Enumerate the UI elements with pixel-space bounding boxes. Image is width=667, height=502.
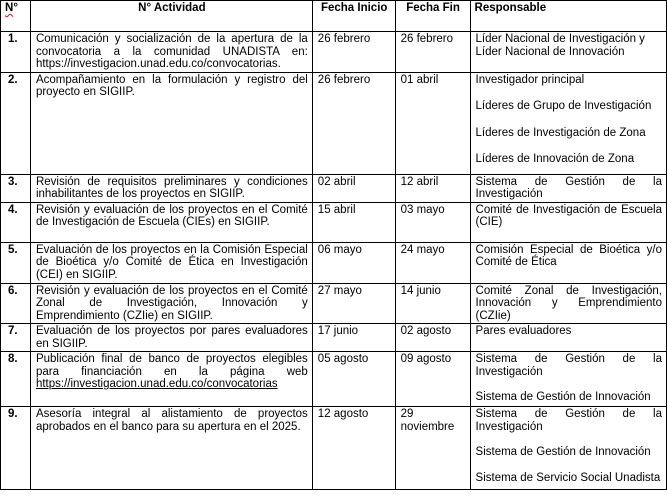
row-start-date: 17 junio — [312, 324, 395, 352]
header-number-degree: ° — [13, 2, 18, 14]
row-number: 3. — [1, 174, 31, 202]
table-row — [1, 324, 667, 352]
responsible-entry: Líder Nacional de Investigación y — [475, 33, 645, 45]
row-start-date: 26 febrero — [312, 72, 395, 174]
header-number — [1, 1, 31, 32]
row-end-date: 03 mayo — [395, 202, 470, 242]
table-row — [1, 202, 667, 242]
row-activity: Comunicación y socialización de la apertura de la convocatoria a la comunidad UNADISTA en: https://investigacion.unad.edu.co/convocatorias. — [30, 32, 312, 73]
row-start-date: 27 mayo — [312, 283, 395, 324]
convocatorias-link[interactable]: https://investigacion.unad.edu.co/convocatorias — [35, 378, 278, 390]
row-end-date: 01 abril — [395, 72, 470, 174]
table-row — [1, 72, 667, 174]
responsible-entry: Sistema de Gestión de la Investigación — [475, 175, 662, 200]
responsible-entry: Sistema de Gestión de la Investigación — [475, 353, 662, 378]
row-activity: Revisión de requisitos preliminares y condiciones inhabilitantes de los proyectos en SIGIIP. — [30, 174, 312, 202]
table-row — [1, 407, 667, 490]
header-number-n: N — [5, 2, 14, 14]
header-activity-word: Actividad — [153, 2, 206, 14]
row-activity-text: Publicación final de banco de proyectos elegibles para financiación en la página web — [35, 353, 308, 378]
row-end-date: 09 agosto — [395, 352, 470, 407]
row-activity — [30, 352, 312, 407]
row-number: 6. — [1, 283, 31, 324]
responsible-entry: Líderes de Innovación de Zona — [475, 153, 635, 165]
row-end-date: 14 junio — [395, 283, 470, 324]
row-activity: Asesoría integral al alistamiento de proyectos aprobados en el banco para su apertura en el 2025. — [30, 407, 312, 490]
row-number: 1. — [1, 32, 31, 73]
row-start-date: 12 agosto — [312, 407, 395, 490]
row-responsible — [470, 202, 666, 242]
responsible-entry: Líderes de Grupo de Investigación — [475, 100, 652, 112]
row-activity: Revisión y evaluación de los proyectos en el Comité de Investigación de Escuela (CIEs) en SIGIIP. — [30, 202, 312, 242]
row-activity: Evaluación de los proyectos por pares evaluadores en SIGIIP. — [30, 324, 312, 352]
table-row — [1, 32, 667, 73]
header-row — [1, 1, 667, 32]
row-responsible — [470, 72, 666, 174]
responsible-entry: Pares evaluadores — [475, 325, 572, 337]
header-start-date: Fecha Inicio — [312, 1, 395, 32]
row-number: 5. — [1, 242, 31, 283]
row-activity: Evaluación de los proyectos en la Comisión Especial de Bioética y/o Comité de Ética en Investigación (CEI) en SIGIIP. — [30, 242, 312, 283]
row-start-date: 06 mayo — [312, 242, 395, 283]
row-responsible — [470, 242, 666, 283]
row-number: 8. — [1, 352, 31, 407]
row-activity: Acompañamiento en la formulación y registro del proyecto en SIGIIP. — [30, 72, 312, 174]
row-number: 9. — [1, 407, 31, 490]
responsible-entry: Líder Nacional de Innovación — [475, 45, 625, 58]
row-responsible — [470, 407, 666, 490]
row-responsible — [470, 352, 666, 407]
responsible-entry: Sistema de Gestión de Innovación — [475, 446, 651, 458]
header-end-date: Fecha Fin — [395, 1, 470, 32]
table-row — [1, 283, 667, 324]
header-responsible: Responsable — [470, 1, 666, 32]
responsible-entry: Sistema de Gestión de Innovación — [475, 391, 651, 403]
row-responsible — [470, 324, 666, 352]
row-responsible — [470, 32, 666, 73]
responsible-entry: Comité de Investigación de Escuela (CIE) — [475, 203, 662, 228]
row-start-date: 05 agosto — [312, 352, 395, 407]
row-number: 7. — [1, 324, 31, 352]
responsible-entry: Investigador principal — [475, 73, 585, 86]
row-start-date: 15 abril — [312, 202, 395, 242]
table-row — [1, 174, 667, 202]
row-responsible — [470, 174, 666, 202]
responsible-entry: Comité Zonal de Investigación, Innovación y Emprendimiento (CZIie) — [475, 284, 662, 322]
row-end-date: 02 agosto — [395, 324, 470, 352]
row-end-date: 24 mayo — [395, 242, 470, 283]
responsible-entry: Sistema de Servicio Social Unadista — [475, 471, 661, 484]
header-activity — [30, 1, 312, 32]
row-activity: Revisión y evaluación de los proyectos en el Comité Zonal de Investigación, Innovación y Emprendimiento (CZIie) en SIGIIP. — [30, 283, 312, 324]
row-start-date: 02 abril — [312, 174, 395, 202]
row-responsible — [470, 283, 666, 324]
table-row — [1, 352, 667, 407]
table-row — [1, 242, 667, 283]
row-number: 2. — [1, 72, 31, 174]
responsible-entry: Comisión Especial de Bioética y/o Comité de Ética — [475, 243, 662, 268]
responsible-entry: Sistema de Gestión de la Investigación — [475, 408, 662, 433]
row-end-date: 29 noviembre — [395, 407, 470, 490]
responsible-entry: Líderes de Investigación de Zona — [475, 126, 646, 139]
row-end-date: 26 febrero — [395, 32, 470, 73]
row-end-date: 12 abril — [395, 174, 470, 202]
header-activity-prefix: N° — [138, 2, 154, 14]
row-number: 4. — [1, 202, 31, 242]
row-start-date: 26 febrero — [312, 32, 395, 73]
